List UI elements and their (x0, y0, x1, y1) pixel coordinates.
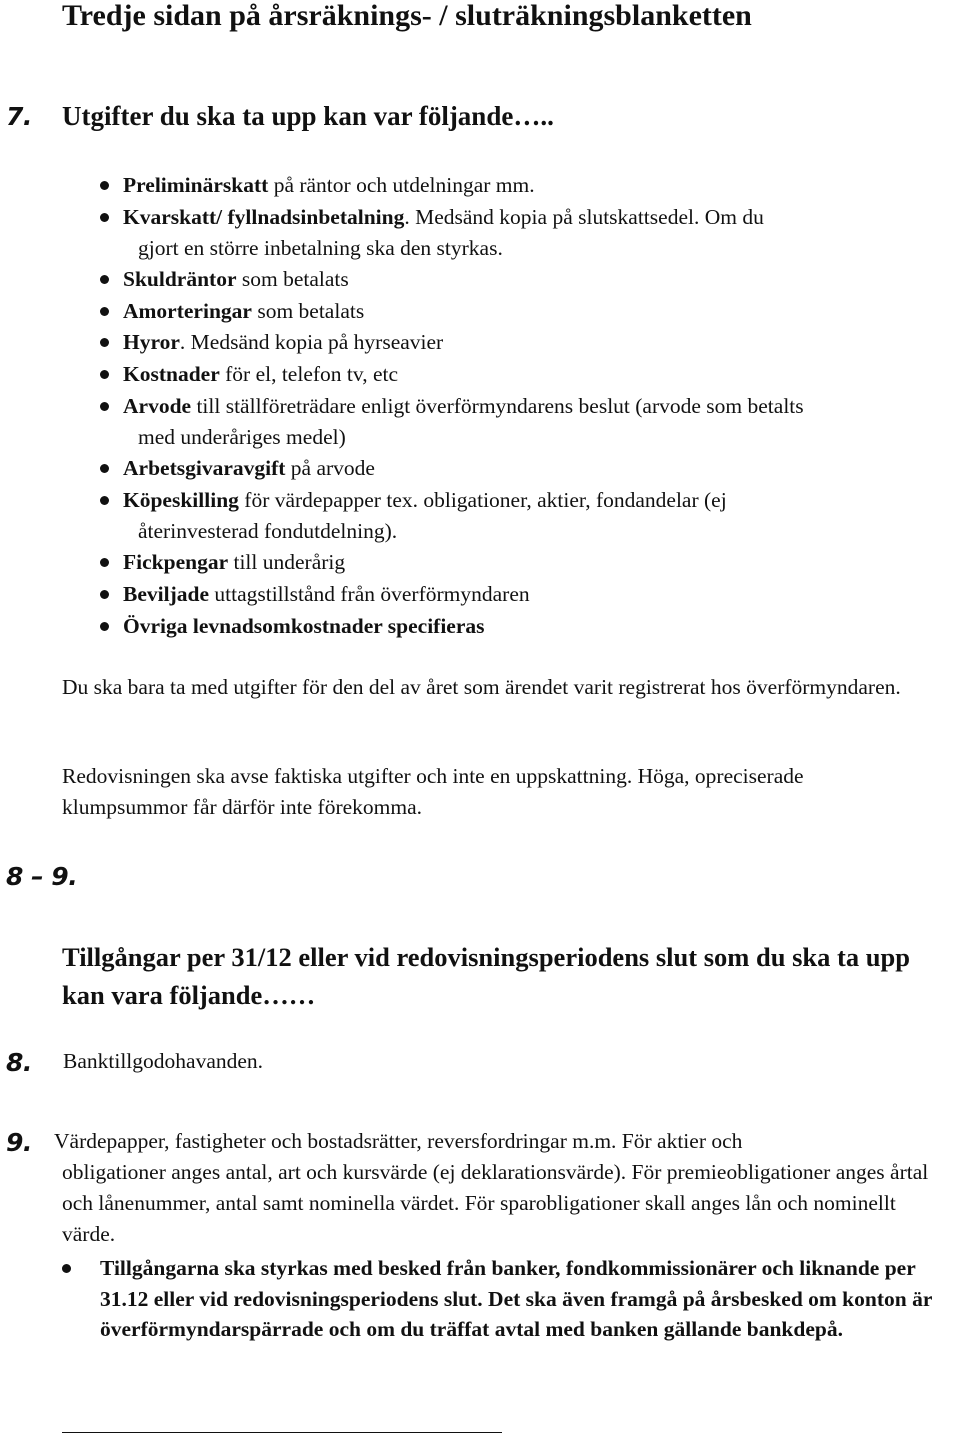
item-term: Övriga levnadsomkostnader specifieras (123, 613, 485, 638)
section-8-text: Banktillgodohavanden. (63, 1049, 264, 1073)
item-text: som betalats (236, 267, 349, 292)
assets-heading: Tillgångar per 31/12 eller vid redovisningsperiodens slut som du ska ta upp kan vara följande…… (62, 942, 910, 1010)
item-term: Kvarskatt/ fyllnadsinbetalning (123, 204, 405, 229)
list-item (100, 359, 960, 390)
section-7-number: 7. (6, 102, 32, 131)
item-term: Köpeskilling (123, 487, 239, 512)
section-9-number: 9. (6, 1128, 32, 1157)
list-item (100, 327, 960, 358)
bullet-icon (100, 622, 109, 631)
item-term: Kostnader (123, 361, 220, 386)
list-item (100, 579, 960, 610)
item-term: Skuldräntor (123, 267, 237, 292)
list-item (100, 170, 960, 201)
section-8-number: 8. (6, 1048, 32, 1077)
item-text: till ställföreträdare enligt överförmyndarens beslut (arvode som betalts (191, 393, 804, 418)
list-item (100, 453, 960, 484)
item-text: på räntor och utdelningar mm. (268, 173, 535, 197)
item-text: för värdepapper tex. obligationer, aktier, fondandelar (ej (238, 487, 727, 512)
section-9-text-first-line: Värdepapper, fastigheter och bostadsrätter, reversfordringar m.m. För aktier och (54, 1129, 743, 1153)
bullet-icon (100, 181, 109, 190)
expense-list (100, 170, 960, 642)
item-term: Arbetsgivaravgift (123, 456, 286, 481)
bullet-icon (100, 558, 109, 567)
bullet-icon (100, 275, 109, 284)
bullet-icon (100, 213, 109, 222)
list-item (100, 391, 960, 453)
bullet-icon (100, 307, 109, 316)
bullet-icon (100, 590, 109, 599)
expense-period-note: Du ska bara ta med utgifter för den del av året som ärendet varit registrerat hos överförmyndaren. (62, 675, 901, 699)
item-text: uttagstillstånd från överförmyndaren (209, 581, 530, 606)
actual-expense-note: Redovisningen ska avse faktiska utgifter och inte en uppskattning. Höga, opreciserade klumpsummor får därför inte förekomma. (62, 764, 804, 819)
list-item (100, 202, 960, 264)
bullet-icon (100, 370, 109, 379)
item-text: till underårig (228, 550, 346, 575)
item-term: Fickpengar (123, 550, 229, 575)
section-9-text: obligationer anges antal, art och kursvärde (ej deklarationsvärde). För premieobligationer anges årtal och lånenummer, antal samt nominella värdet. För sparobligationer skall anges lån och nominellt värde. (62, 1160, 929, 1246)
item-term: Amorteringar (123, 298, 252, 323)
bullet-icon (100, 338, 109, 347)
section-7-heading: Utgifter du ska ta upp kan var följande….. (62, 101, 554, 131)
item-text: på arvode (285, 456, 375, 481)
item-continuation: återinvesterad fondutdelning). (138, 518, 398, 543)
bullet-icon (100, 496, 109, 505)
item-text: som betalats (251, 298, 365, 323)
list-item (100, 547, 960, 578)
item-text: för el, telefon tv, etc (219, 361, 399, 386)
item-text: . Medsänd kopia på hyrseavier (179, 330, 444, 355)
item-continuation: gjort en större inbetalning ska den styrkas. (138, 235, 503, 260)
item-continuation: med underåriges medel) (138, 424, 346, 449)
bullet-icon (100, 402, 109, 411)
footnote-divider (62, 1432, 502, 1433)
assets-proof-text: Tillgångarna ska styrkas med besked från banker, fondkommissionärer och liknande per 31.12 eller vid redovisningsperiodens slut. Det ska även framgå på årsbesked om konton är överförmyndarspärrade och om du träffat avtal med banken gällande bankdepå. (100, 1256, 932, 1341)
item-term: Hyror (123, 330, 180, 355)
item-term: Arvode (123, 393, 192, 418)
section-8-9-number: 8 – 9. (6, 862, 78, 891)
list-item (100, 264, 960, 295)
bullet-icon (100, 464, 109, 473)
item-text: . Medsänd kopia på slutskattsedel. Om du (404, 204, 764, 229)
list-item (100, 485, 960, 547)
item-term: Preliminärskatt (123, 173, 269, 197)
assets-proof-item (62, 1253, 947, 1345)
item-term: Beviljade (123, 581, 209, 606)
list-item (100, 611, 960, 642)
list-item (100, 296, 960, 327)
bullet-icon (62, 1264, 71, 1273)
page-title: Tredje sidan på årsräknings- / sluträkningsblanketten (62, 0, 752, 32)
